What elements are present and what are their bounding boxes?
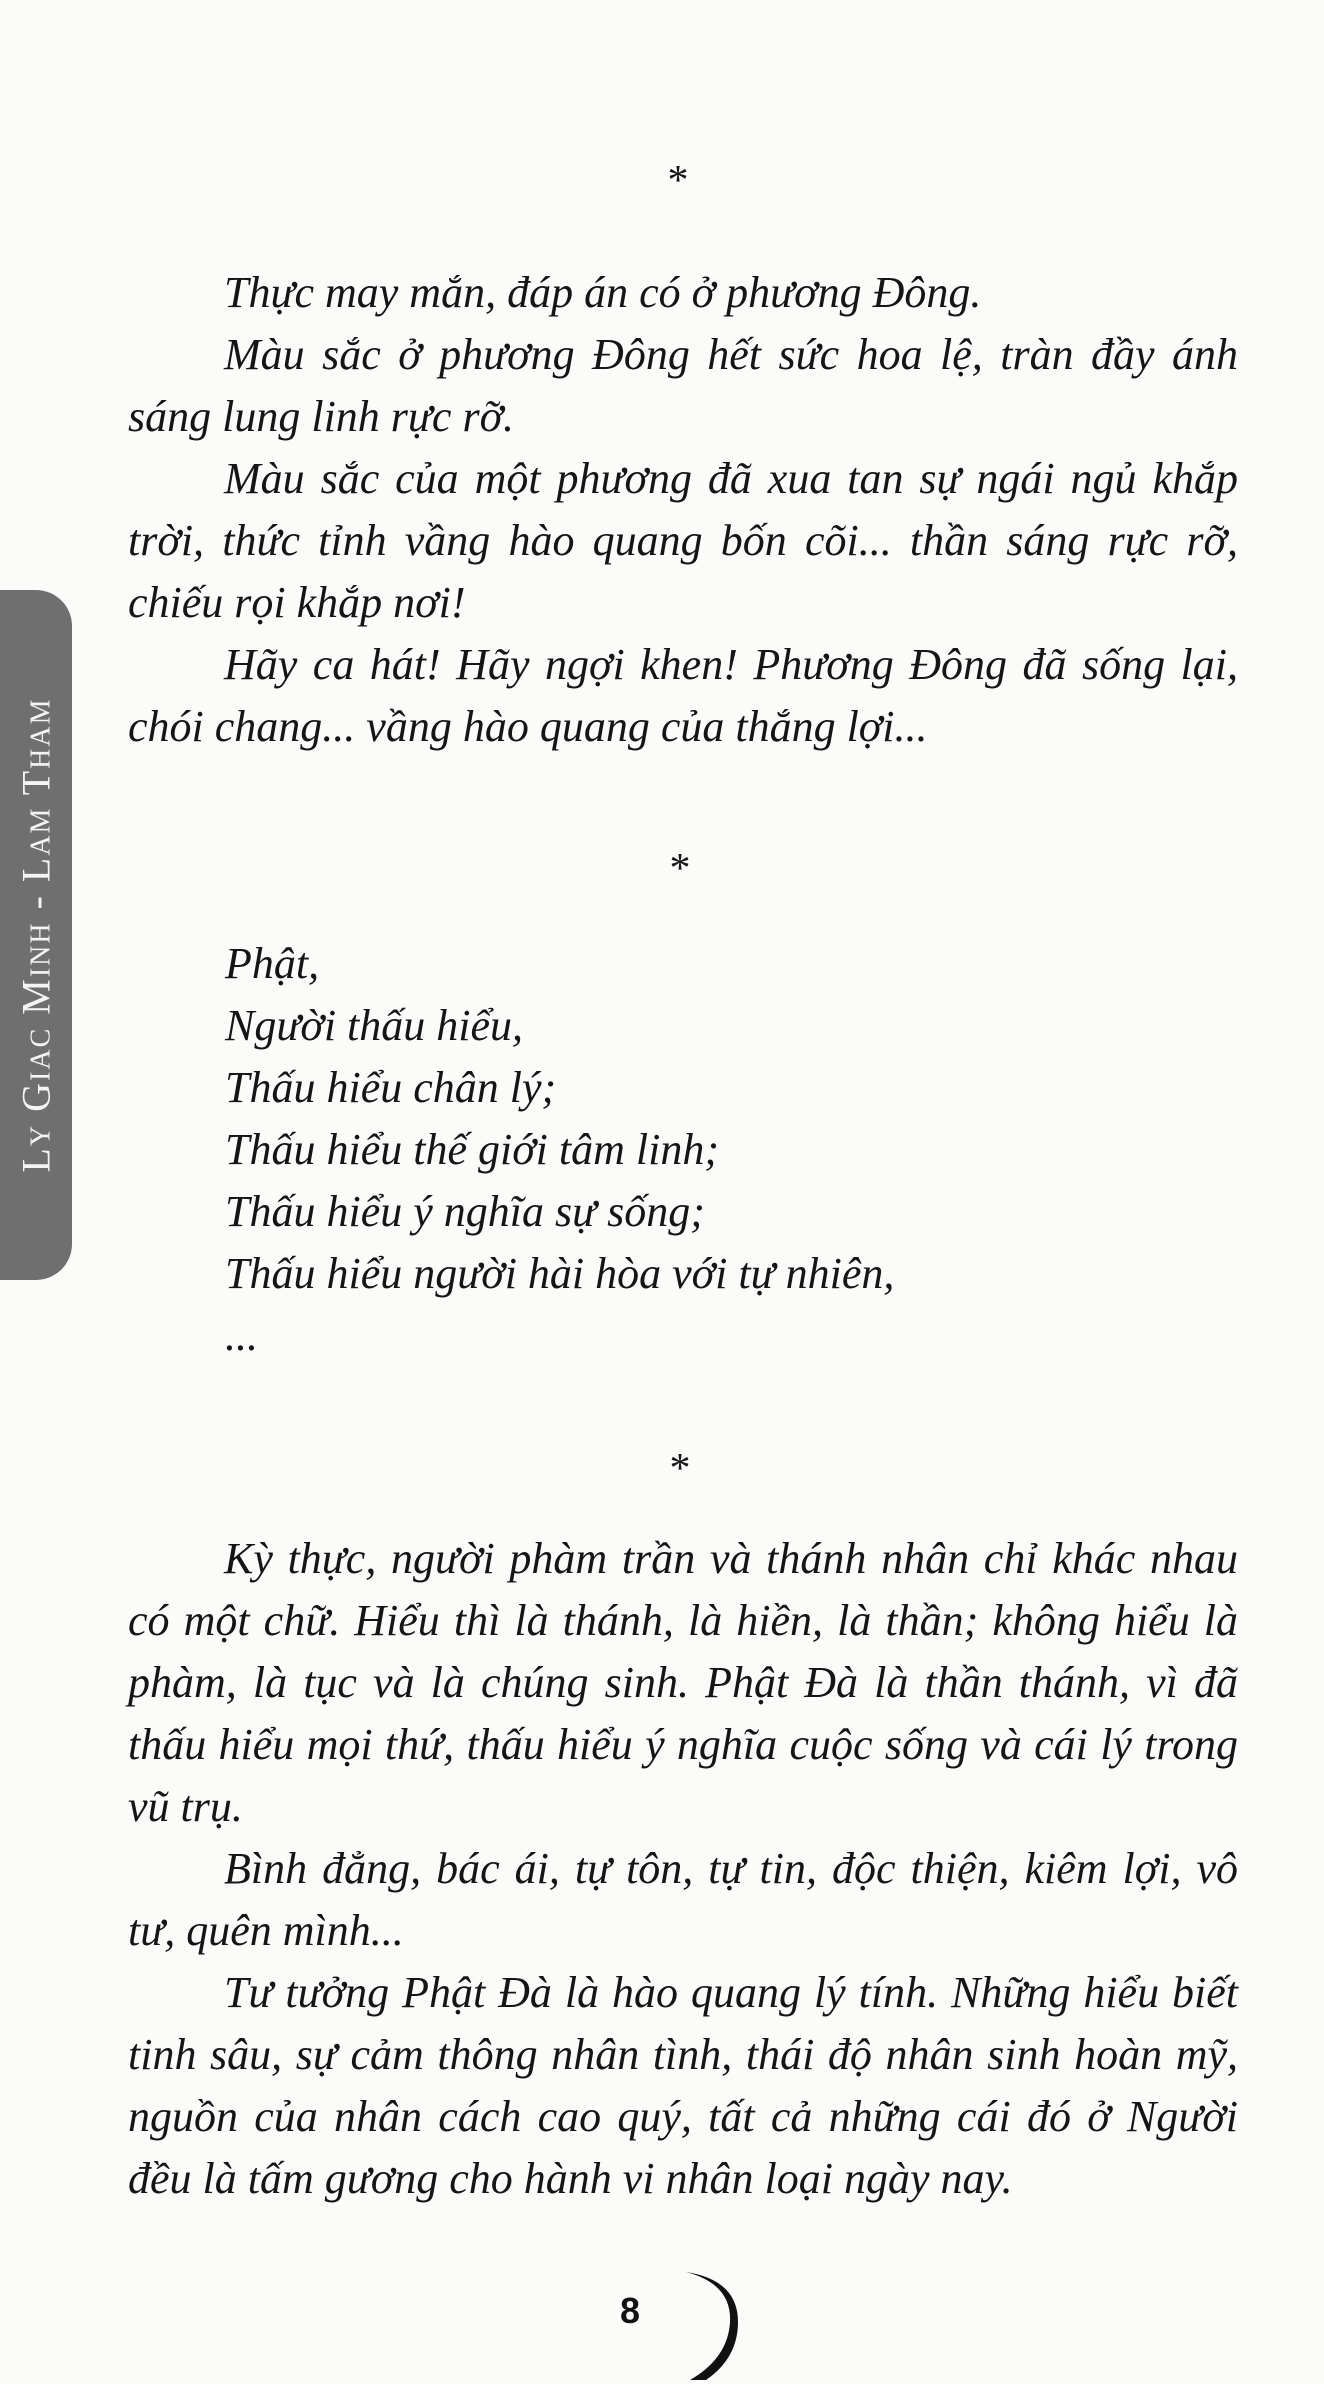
page-footer (610, 2262, 750, 2384)
paragraph: Màu sắc ở phương Đông hết sức hoa lệ, tràn đầy ánh sáng lung linh rực rỡ. (128, 330, 1238, 441)
poem-line: Người thấu hiểu, (225, 1001, 524, 1050)
paragraph: Thực may mắn, đáp án có ở phương Đông. (224, 268, 982, 317)
paragraph: Tư tưởng Phật Đà là hào quang lý tính. Những hiểu biết tinh sâu, sự cảm thông nhân tình, thái độ nhân sinh hoàn mỹ, nguồn của nhân cách cao quý, tất cả những cái đó ở Người đều là tấm gương cho hành vi nhân loại ngày nay. (128, 1968, 1238, 2203)
poem-line: Thấu hiểu ý nghĩa sự sống; (225, 1187, 705, 1236)
paragraph: Màu sắc của một phương đã xua tan sự ngái ngủ khắp trời, thức tỉnh vầng hào quang bốn cõi... thần sáng rực rỡ, chiếu rọi khắp nơi! (128, 454, 1238, 627)
page-number: 8 (620, 2290, 641, 2331)
poem-line: ... (225, 1311, 258, 1360)
page-corner-mark-icon (680, 2262, 740, 2384)
separator-star: * (669, 846, 691, 892)
poem-line: Thấu hiểu chân lý; (225, 1063, 557, 1112)
paragraph: Kỳ thực, người phàm trần và thánh nhân chỉ khác nhau có một chữ. Hiểu thì là thánh, là hiền, là thần; không hiểu là phàm, là tục và là chúng sinh. Phật Đà là thần thánh, vì đã thấu hiểu mọi thứ, thấu hiểu ý nghĩa cuộc sống và cái lý trong vũ trụ. (128, 1534, 1238, 1831)
side-tab-label: Ly Giac Minh - Lam Tham (13, 697, 59, 1173)
section-2 (128, 1528, 1238, 2210)
separator-star: * (667, 158, 689, 204)
paragraph: Hãy ca hát! Hãy ngợi khen! Phương Đông đã sống lại, chói chang... vầng hào quang của thắng lợi... (128, 640, 1238, 751)
poem-line: Phật, (225, 939, 320, 988)
poem-line: Thấu hiểu người hài hòa với tự nhiên, (225, 1249, 895, 1298)
paragraph: Bình đẳng, bác ái, tự tôn, tự tin, độc thiện, kiêm lợi, vô tư, quên mình... (128, 1844, 1238, 1955)
separator-star: * (669, 1446, 691, 1492)
section-1 (128, 262, 1238, 758)
poem-line: Thấu hiểu thế giới tâm linh; (225, 1125, 720, 1174)
poem (225, 933, 1125, 1367)
